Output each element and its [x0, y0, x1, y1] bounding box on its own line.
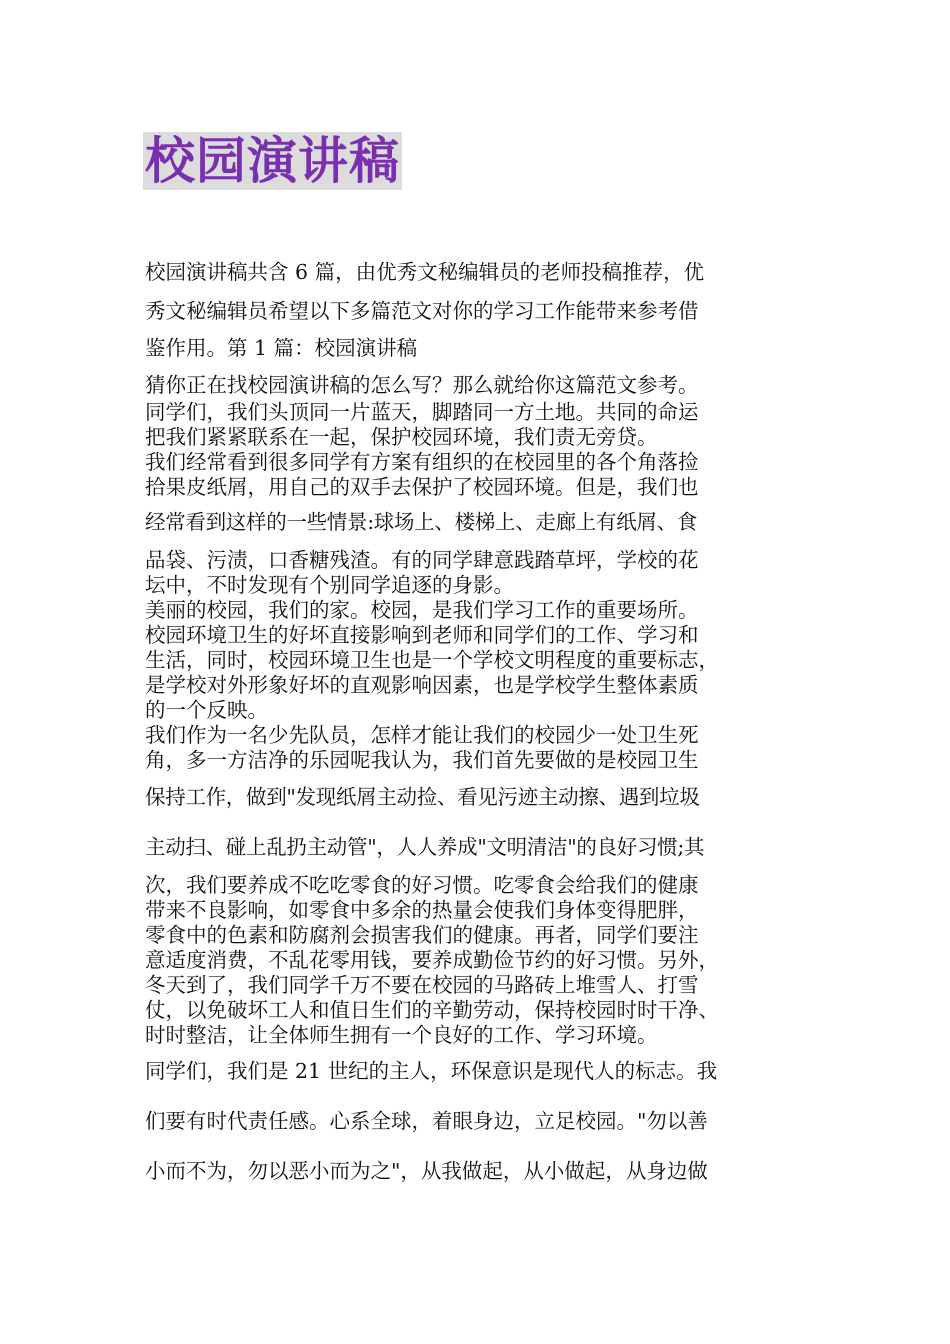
- text-line: 经常看到这样的一些情景:球场上、楼梯上、走廊上有纸屑、食: [145, 510, 698, 534]
- text-line: 鉴作用。第 1 篇：校园演讲稿: [145, 336, 418, 360]
- text-line: 同学们，我们是 21 世纪的主人，环保意识是现代人的标志。我: [145, 1059, 718, 1083]
- text-line: 生活，同时，校园环境卫生也是一个学校文明程度的重要标志，: [145, 648, 719, 672]
- text-line: 我们作为一名少先队员，怎样才能让我们的校园少一处卫生死: [145, 723, 699, 747]
- text-line: 冬天到了，我们同学千万不要在校园的马路砖上堆雪人、打雪: [145, 973, 699, 997]
- text-line: 时时整洁，让全体师生拥有一个良好的工作、学习环境。: [145, 1023, 658, 1047]
- text-line: 把我们紧紧联系在一起，保护校园环境，我们责无旁贷。: [145, 425, 658, 449]
- text-line: 零食中的色素和防腐剂会损害我们的健康。再者，同学们要注: [145, 923, 699, 947]
- text-line: 拾果皮纸屑，用自己的双手去保护了校园环境。但是，我们也: [145, 475, 699, 499]
- text-line: 猜你正在找校园演讲稿的怎么写？那么就给你这篇范文参考。: [145, 373, 699, 397]
- text-line: 秀文秘编辑员希望以下多篇范文对你的学习工作能带来参考借: [145, 299, 699, 323]
- text-line: 们要有时代责任感。心系全球，着眼身边，立足校园。"勿以善: [145, 1109, 708, 1133]
- text-line: 校园演讲稿共含 6 篇，由优秀文秘编辑员的老师投稿推荐，优: [145, 260, 705, 284]
- text-line: 品袋、污渍，口香糖残渣。有的同学肆意践踏草坪，学校的花: [145, 548, 699, 572]
- text-line: 带来不良影响，如零食中多余的热量会使我们身体变得肥胖，: [145, 898, 699, 922]
- text-line: 主动扫、碰上乱扔主动管"，人人养成"文明清洁"的良好习惯;其: [145, 835, 705, 859]
- text-line: 意适度消费，不乱花零用钱，要养成勤俭节约的好习惯。另外，: [145, 948, 719, 972]
- document-title: 校园演讲稿: [145, 132, 400, 190]
- text-line: 的一个反映。: [145, 698, 268, 722]
- text-line: 次，我们要养成不吃吃零食的好习惯。吃零食会给我们的健康: [145, 873, 699, 897]
- text-line: 仗，以免破坏工人和值日生们的辛勤劳动，保持校园时时干净、: [145, 998, 719, 1022]
- text-line: 小而不为，勿以恶小而为之"，从我做起，从小做起，从身边做: [145, 1159, 708, 1183]
- text-line: 美丽的校园，我们的家。校园，是我们学习工作的重要场所。: [145, 598, 699, 622]
- text-line: 角，多一方洁净的乐园呢我认为，我们首先要做的是校园卫生: [145, 748, 699, 772]
- text-line: 同学们，我们头顶同一片蓝天，脚踏同一方土地。共同的命运: [145, 400, 699, 424]
- text-line: 校园环境卫生的好坏直接影响到老师和同学们的工作、学习和: [145, 623, 699, 647]
- text-line: 坛中，不时发现有个别同学追逐的身影。: [145, 573, 514, 597]
- text-line: 保持工作，做到"发现纸屑主动捡、看见污迹主动擦、遇到垃圾: [145, 785, 700, 809]
- text-line: 是学校对外形象好坏的直观影响因素，也是学校学生整体素质: [145, 673, 699, 697]
- text-line: 我们经常看到很多同学有方案有组织的在校园里的各个角落捡: [145, 450, 699, 474]
